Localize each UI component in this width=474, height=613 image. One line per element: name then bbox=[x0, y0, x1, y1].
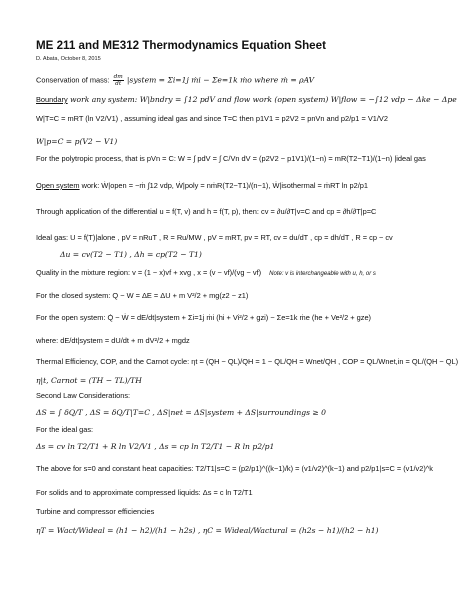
turbine-compressor-efficiencies: ηT = Wact/Wideal = (h1 − h2)/(h1 − h2s) , ηC = Wideal/Wactural = (h2s − h1)/(h2 − h1) bbox=[36, 526, 379, 535]
isentropic-relations: The above for s=0 and constant heat capacities: T2/T1|s=C = (p2/p1)^((k−1)/k) = (v1/v2)^(k−1) and p2/p1|s=C = (v1/v2)^k bbox=[36, 464, 433, 473]
boundary-label: Boundary bbox=[36, 95, 68, 104]
second-law-label: Second Law Considerations: bbox=[36, 391, 131, 400]
closed-system-energy: For the closed system: Q − W = ΔE = ΔU + m V²/2 + mg(z2 − z1) bbox=[36, 291, 249, 300]
boundary-work bbox=[36, 95, 457, 105]
isothermal-work: W|T=C = mRT (ln V2/V1) , assuming ideal gas and since T=C then p1V1 = p2V2 = pnVn and p2/p1 = V1/V2 bbox=[36, 114, 388, 123]
boundary-equation: work any system: W|bndry = ∫12 pdV and flow work (open system) W|flow = −∫12 vdp − Δke − Δpe bbox=[67, 95, 457, 104]
solids-entropy: For solids and to approximate compressed liquids: Δs = c ln T2/T1 bbox=[36, 488, 253, 497]
mass-label: Conservation of mass: bbox=[36, 75, 110, 85]
thermal-efficiency-cop: Thermal Efficiency, COP, and the Carnot cycle: ηt = (QH − QL)/QH = 1 − QL/QH = Wnet/QH , COP = QL/Wnet,in = QL/(QH − QL) bbox=[36, 357, 459, 366]
ideal-gas-deltas: Δu = cv(T2 − T1) , Δh = cp(T2 − T1) bbox=[60, 250, 202, 259]
specific-heat-definitions: Through application of the differential u = f(T, v) and h = f(T, p), then: cv = ∂u/∂T|v=C and cp = ∂h/∂T|p=C bbox=[36, 207, 377, 216]
conservation-of-mass bbox=[36, 74, 314, 87]
open-system-equations: work: Ẇ|open = −ṁ ∫12 vdp, Ẇ|poly = nṁR(T2−T1)/(n−1), Ẇ|isothermal = ṁRT ln p2/p1 bbox=[79, 181, 369, 190]
open-system-energy: For the open system: Q̇ − Ẇ = dE/dt|system + Σi=1j ṁi (hi + Vi²/2 + gzi) − Σe=1k ṁe (he + Ve²/2 + gze) bbox=[36, 313, 372, 322]
quality-equation: Quality in the mixture region: v = (1 − x)vf + xvg , x = (v − vf)/(vg − vf) bbox=[36, 268, 262, 277]
dm-dt-fraction: $\frac{dm}{dt}$ bbox=[113, 74, 123, 88]
polytropic-work: For the polytropic process, that is pVn = C: W = ∫ pdV = ∫ C/Vn dV = (p2V2 − p1V1)/(1−n) = mR(T2−T1)/(1−n) |ideal gas bbox=[36, 154, 426, 163]
ideal-gas-entropy-label: For the ideal gas: bbox=[36, 425, 94, 434]
mass-equation: |system = Σi=1j ṁi − Σe=1k ṁo where ṁ = ρAV bbox=[126, 75, 315, 85]
ideal-gas-entropy-equations: Δs = cv ln T2/T1 + R ln V2/V1 , Δs = cp ln T2/T1 − R ln p2/p1 bbox=[36, 442, 275, 451]
quality-note: Note: v is interchangeable with u, h, or s bbox=[269, 271, 376, 277]
open-system-label: Open system bbox=[36, 181, 80, 190]
carnot-efficiency: η|t, Carnot = (TH − TL)/TH bbox=[36, 376, 142, 385]
energy-rate-where: where: dE/dt|system = dU/dt + m dV²/2 + mgdz bbox=[36, 336, 190, 345]
second-law-equations: ΔS = ∫ δQ/T , ΔS = δQ/T|T=C , ΔS|net = ΔS|system + ΔS|surroundings ≥ 0 bbox=[36, 408, 326, 417]
ideal-gas-relations: Ideal gas: U = f(T)|alone , pV = nRuT , R = Ru/MW , pV = mRT, pv = RT, cv = du/dT , cp = dh/dT , R = cp − cv bbox=[36, 233, 393, 242]
open-system-work bbox=[36, 182, 368, 191]
isobaric-work: W|p=C = p(V2 − V1) bbox=[36, 137, 118, 146]
quality-mixture bbox=[36, 269, 376, 278]
page-title: ME 211 and ME312 Thermodynamics Equation Sheet bbox=[36, 39, 326, 52]
author-date: D. Abata, October 8, 2015 bbox=[36, 56, 101, 62]
turbine-compressor-label: Turbine and compressor efficiencies bbox=[36, 507, 155, 516]
